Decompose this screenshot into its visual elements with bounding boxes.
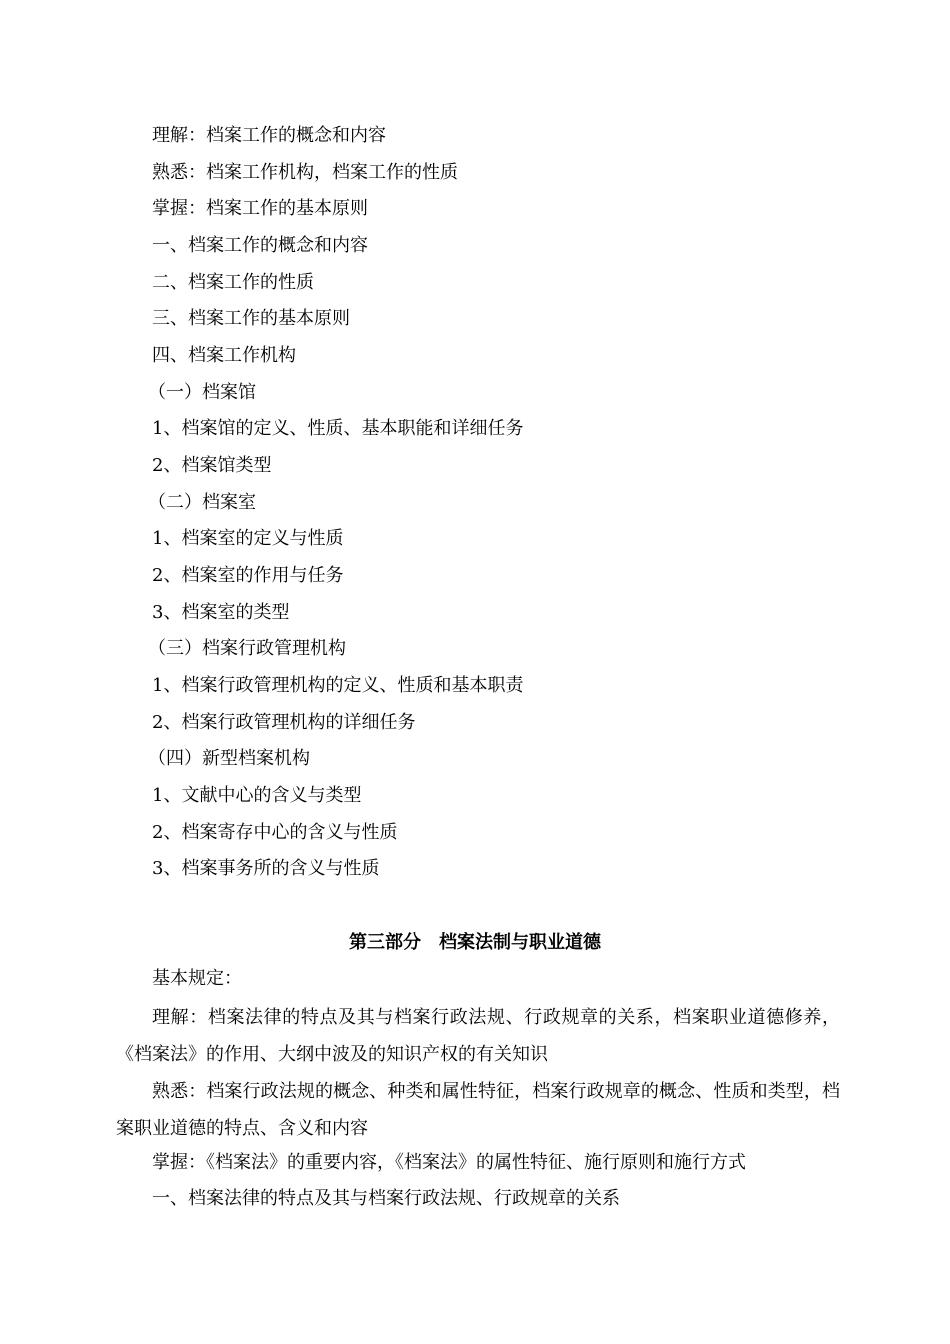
text-line: 基本规定： (152, 968, 242, 989)
text-line: 熟悉：档案工作机构，档案工作的性质 (152, 162, 458, 183)
text-line: 2、档案馆类型 (152, 455, 272, 476)
text-line: 四、档案工作机构 (152, 345, 296, 366)
text-line: 三、档案工作的基本原则 (152, 308, 350, 329)
text-line: 一、档案工作的概念和内容 (152, 235, 368, 256)
text-line: （三）档案行政管理机构 (148, 638, 346, 659)
text-line: 二、档案工作的性质 (152, 272, 314, 293)
text-line: 1、文献中心的含义与类型 (152, 785, 362, 806)
text-line: 1、档案室的定义与性质 (152, 528, 344, 549)
paragraph: 理解：档案法律的特点及其与档案行政法规、行政规章的关系，档案职业道德修养，《档案法》的作用、大纲中波及的知识产权的有关知识 (116, 1007, 840, 1065)
text-line: 1、档案馆的定义、性质、基本职能和详细任务 (152, 418, 524, 439)
text-line: 2、档案室的作用与任务 (152, 565, 344, 586)
text-line: 3、档案事务所的含义与性质 (152, 858, 380, 879)
section-heading: 第三部分 档案法制与职业道德 (349, 932, 601, 953)
text-line: 1、档案行政管理机构的定义、性质和基本职责 (152, 675, 524, 696)
text-line: 掌握：《档案法》的重要内容，《档案法》的属性特征、施行原则和施行方式 (152, 1152, 746, 1173)
text-line: （一）档案馆 (148, 382, 256, 403)
text-line: （四）新型档案机构 (148, 748, 310, 769)
text-line: （二）档案室 (148, 492, 256, 513)
text-line: 3、档案室的类型 (152, 602, 290, 623)
text-line: 理解：档案工作的概念和内容 (152, 125, 386, 146)
paragraph: 熟悉：档案行政法规的概念、种类和属性特征，档案行政规章的概念、性质和类型，档案职业道德的特点、含义和内容 (116, 1081, 840, 1139)
text-line: 2、档案行政管理机构的详细任务 (152, 712, 416, 733)
text-line: 掌握：档案工作的基本原则 (152, 198, 368, 219)
text-line: 2、档案寄存中心的含义与性质 (152, 822, 398, 843)
text-line: 一、档案法律的特点及其与档案行政法规、行政规章的关系 (152, 1188, 620, 1209)
